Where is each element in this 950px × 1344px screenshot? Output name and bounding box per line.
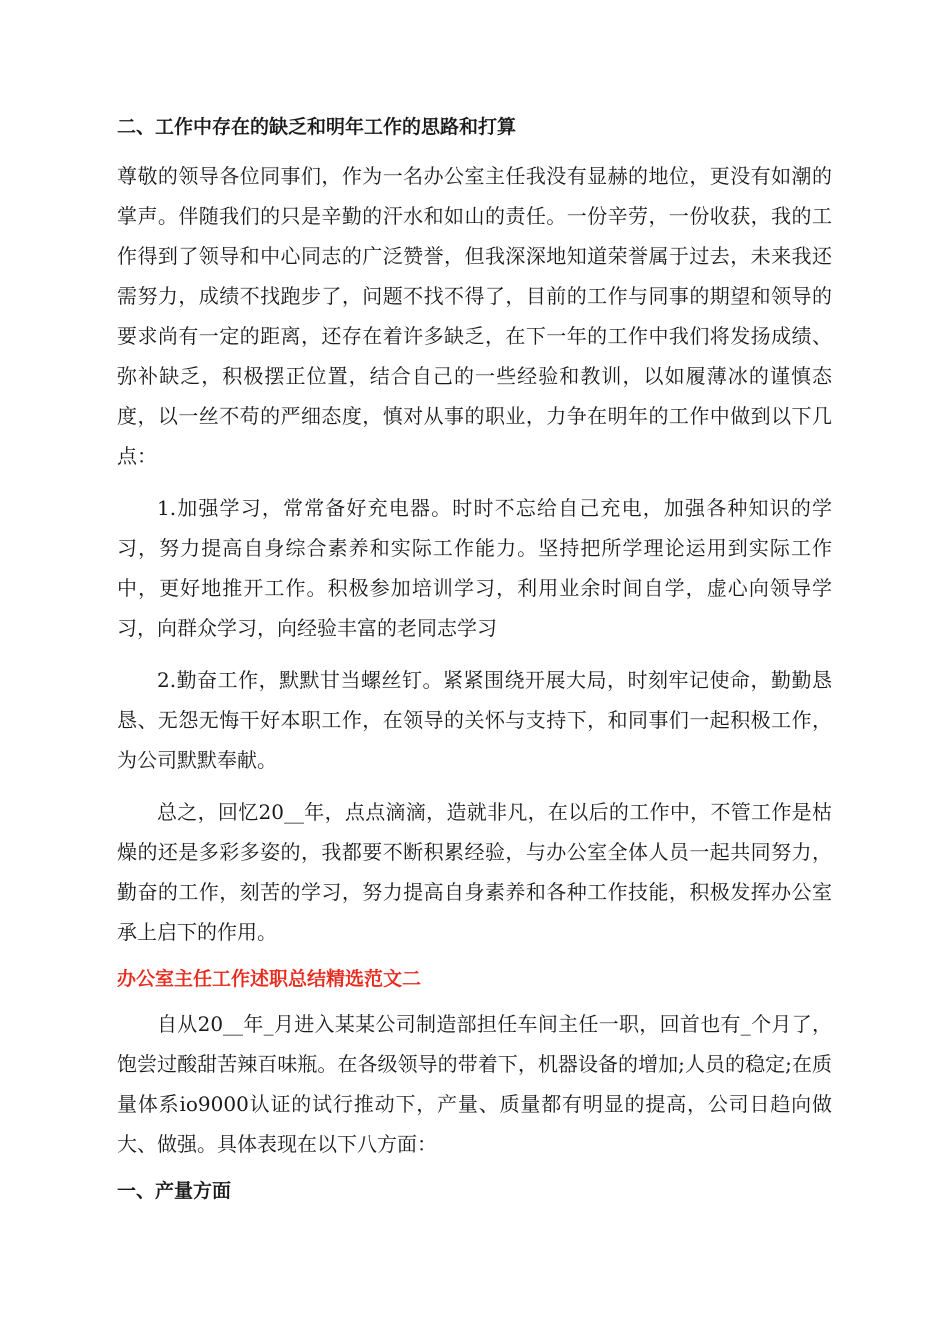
paragraph-point-2: 2.勤奋工作，默默甘当螺丝钉。紧紧围绕开展大局，时刻牢记使命，勤勤恳恳、无怨无悔干好本职工作，在领导的关怀与支持下，和同事们一起积极工作，为公司默默奉献。 [117, 668, 832, 772]
paragraph-summary: 总之，回忆20__年，点点滴滴，造就非凡，在以后的工作中，不管工作是枯燥的还是多彩多姿的，我都要不断积累经验，与办公室全体人员一起共同努力，勤奋的工作，刻苦的学习，努力提高自身素养和各种工作技能，积极发挥办公室承上启下的作用。 [117, 800, 832, 944]
document-page [117, 112, 832, 1224]
paragraph-point-1: 1.加强学习，常常备好充电器。时时不忘给自己充电，加强各种知识的学习，努力提高自身综合素养和实际工作能力。坚持把所学理论运用到实际工作中，更好地推开工作。积极参加培训学习，利用业余时间自学，虚心向领导学习，向群众学习，向经验丰富的老同志学习 [117, 496, 832, 640]
article-title-second: 办公室主任工作述职总结精选范文二 [117, 968, 422, 990]
section-heading-output: 一、产量方面 [117, 1180, 232, 1202]
paragraph-second-intro: 自从20__年_月进入某某公司制造部担任车间主任一职，回首也有_个月了，饱尝过酸甜苦辣百味瓶。在各级领导的带着下，机器设备的增加;人员的稳定;在质量体系io9000认证的试行推动下，产量、质量都有明显的提高，公司日趋向做大、做强。具体表现在以下八方面： [117, 1012, 832, 1156]
paragraph-intro: 尊敬的领导各位同事们，作为一名办公室主任我没有显赫的地位，更没有如潮的掌声。伴随我们的只是辛勤的汗水和如山的责任。一份辛劳，一份收获，我的工作得到了领导和中心同志的广泛赞誉，但我深深地知道荣誉属于过去，未来我还需努力，成绩不找跑步了，问题不找不得了，目前的工作与同事的期望和领导的要求尚有一定的距离，还存在着许多缺乏，在下一年的工作中我们将发扬成绩、弥补缺乏，积极摆正位置，结合自己的一些经验和教训，以如履薄冰的谨慎态度，以一丝不苟的严细态度，慎对从事的职业，力争在明年的工作中做到以下几点： [117, 164, 832, 468]
section-heading-plan: 二、工作中存在的缺乏和明年工作的思路和打算 [117, 116, 517, 138]
